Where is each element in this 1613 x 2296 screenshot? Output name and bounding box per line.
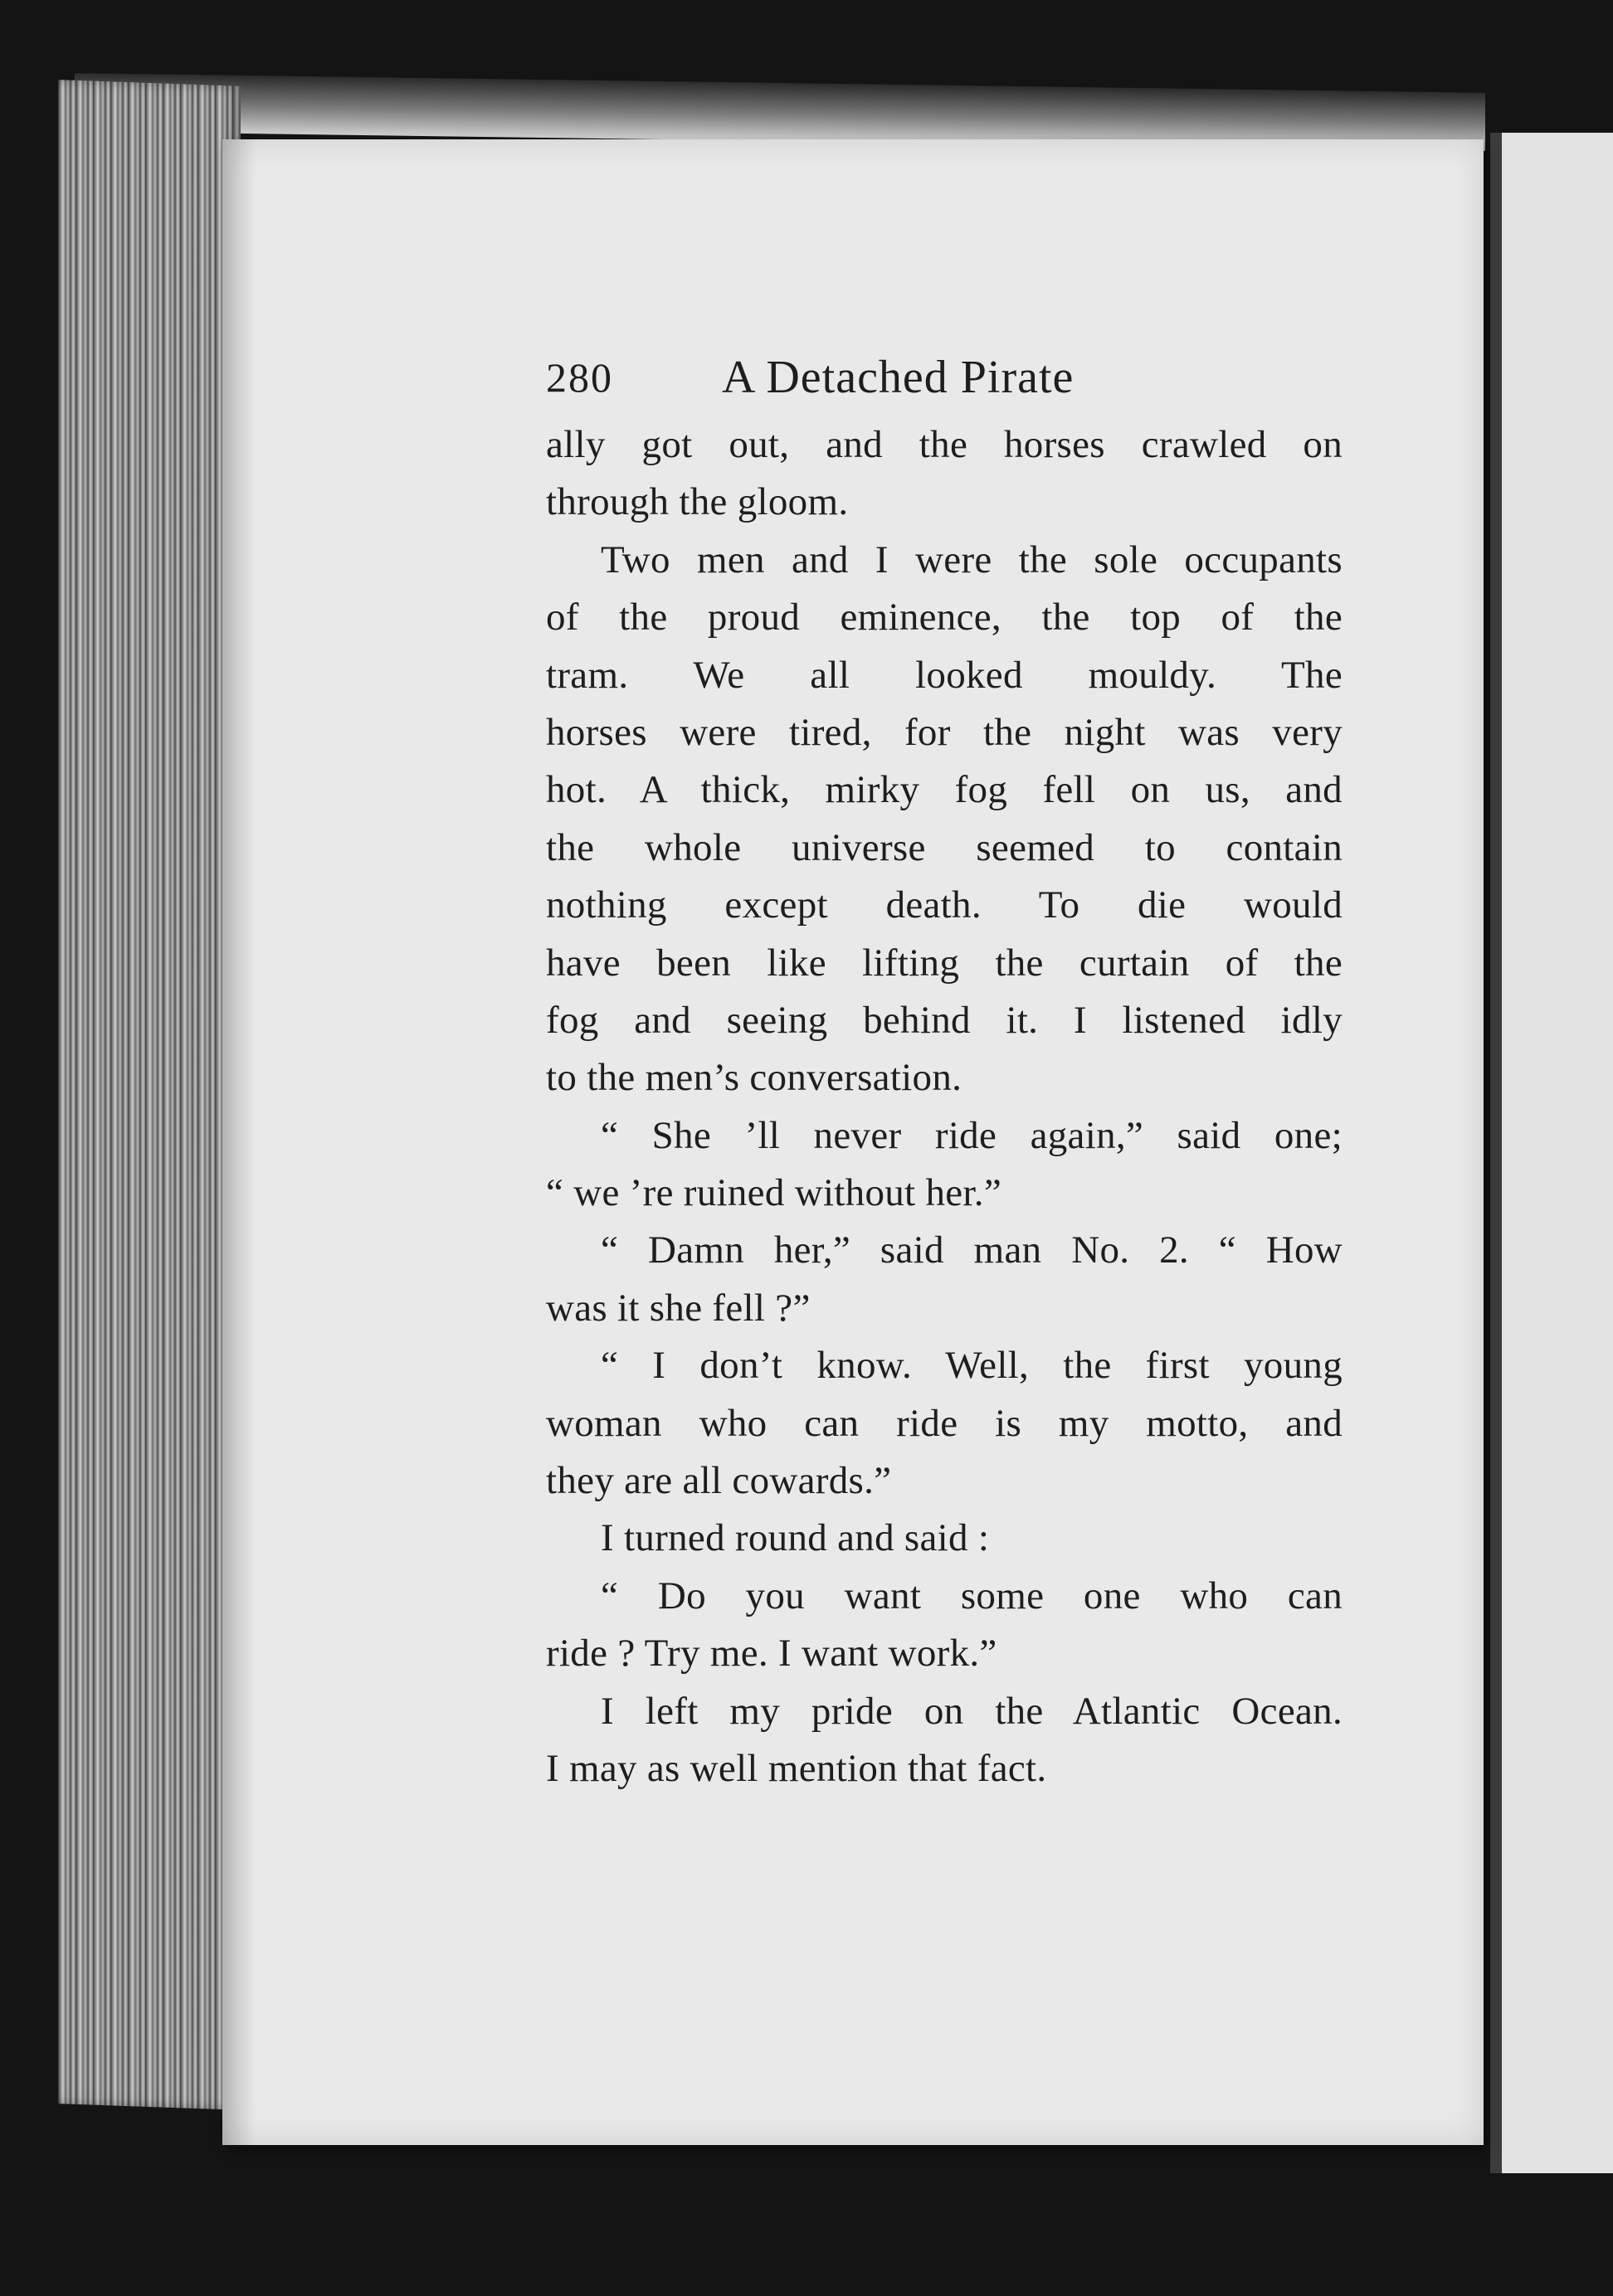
text-line: tram. We all looked mouldy. The bbox=[546, 653, 1343, 697]
text-line: “ I don’t know. Well, the first young bbox=[601, 1344, 1343, 1388]
text-line: ride ? Try me. I want work.” bbox=[546, 1632, 997, 1676]
facing-page-edge bbox=[1490, 133, 1613, 2173]
text-line: Two men and I were the sole occupants bbox=[601, 538, 1343, 581]
body-text bbox=[546, 416, 1343, 1797]
text-line: “ She ’ll never ride again,” said one; bbox=[601, 1113, 1343, 1157]
text-line: I turned round and said : bbox=[601, 1516, 990, 1560]
text-line: “ Damn her,” said man No. 2. “ How bbox=[601, 1228, 1343, 1272]
text-line: woman who can ride is my motto, and bbox=[546, 1401, 1343, 1445]
text-line: they are all cowards.” bbox=[546, 1459, 892, 1503]
text-line: I may as well mention that fact. bbox=[546, 1746, 1047, 1790]
text-line: the whole universe seemed to contain bbox=[546, 825, 1343, 869]
text-line: horses were tired, for the night was very bbox=[546, 710, 1343, 754]
text-line: was it she fell ?” bbox=[546, 1286, 811, 1330]
text-line: I left my pride on the Atlantic Ocean. bbox=[601, 1689, 1343, 1733]
running-title: A Detached Pirate bbox=[722, 352, 1075, 403]
text-line: of the proud eminence, the top of the bbox=[546, 596, 1343, 640]
text-line: fog and seeing behind it. I listened idly bbox=[546, 998, 1343, 1042]
text-line: have been like lifting the curtain of the bbox=[546, 941, 1343, 985]
page-header bbox=[546, 348, 1343, 406]
text-line: through the gloom. bbox=[546, 480, 849, 524]
text-line: nothing except death. To die would bbox=[546, 883, 1343, 927]
text-line: “ we ’re ruined without her.” bbox=[546, 1171, 1001, 1215]
page-text-block bbox=[546, 348, 1343, 1797]
page-gutter-shadow bbox=[222, 139, 256, 2145]
text-line: ally got out, and the horses crawled on bbox=[546, 423, 1343, 466]
page-stack-side-edge bbox=[58, 80, 241, 2110]
text-line: hot. A thick, mirky fog fell on us, and bbox=[546, 768, 1343, 812]
text-line: to the men’s conversation. bbox=[546, 1056, 962, 1100]
page-number: 280 bbox=[546, 354, 613, 401]
text-line: “ Do you want some one who can bbox=[601, 1574, 1343, 1617]
